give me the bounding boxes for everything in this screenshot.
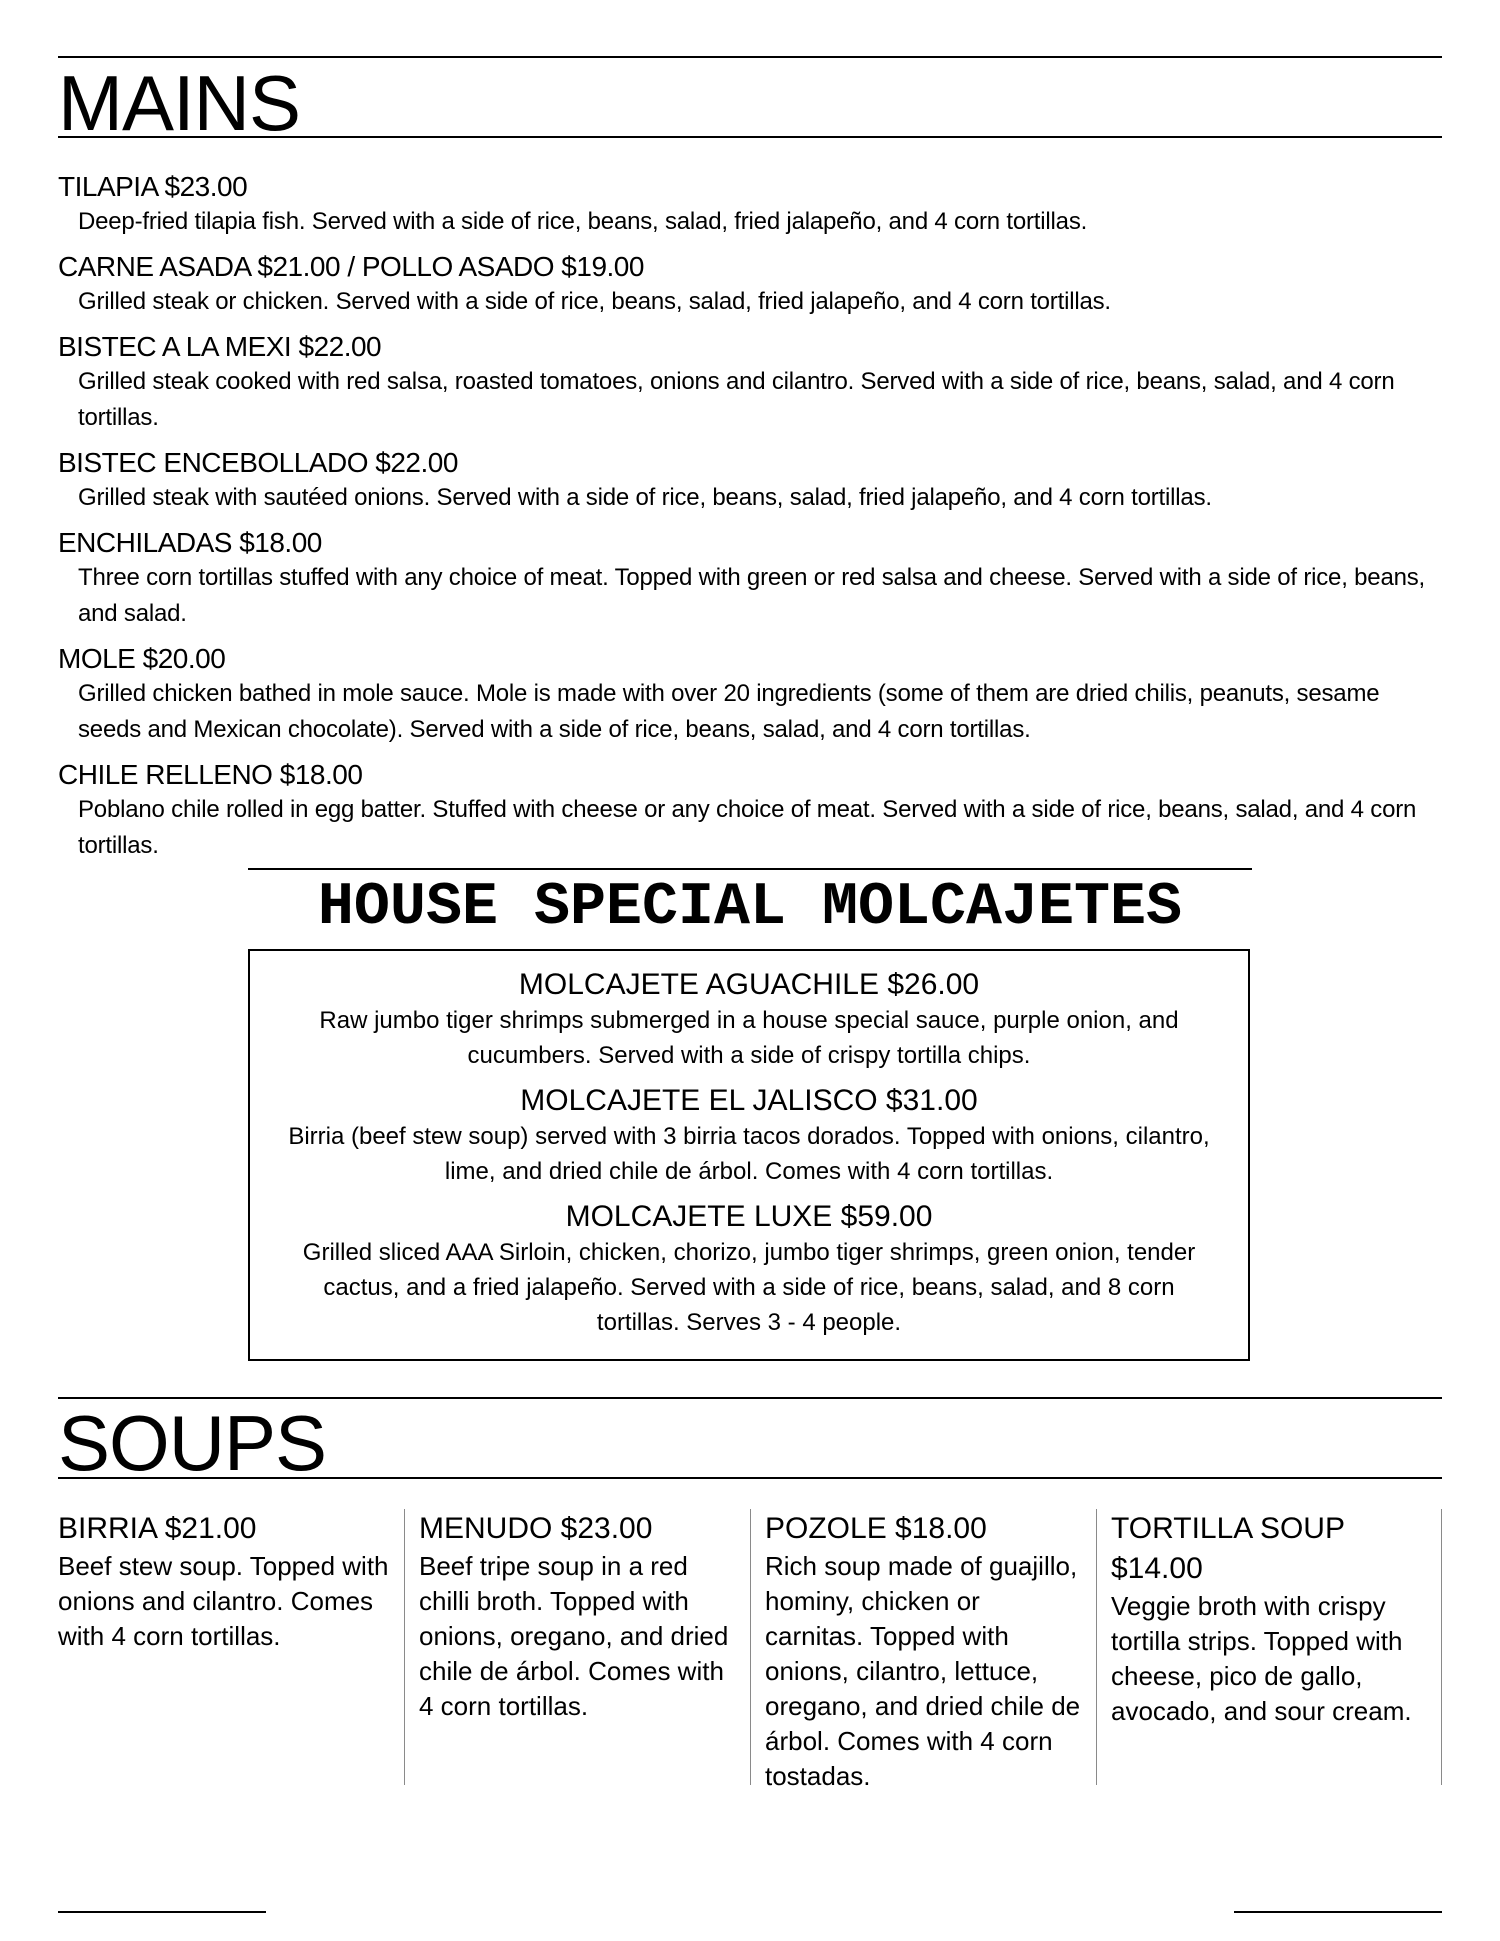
soups-grid <box>58 1509 1442 1791</box>
soup-item-pozole <box>750 1509 1096 1791</box>
menu-item-title: CARNE ASADA $21.00 / POLLO ASADO $19.00 <box>58 251 644 282</box>
menu-item-title: MOLCAJETE AGUACHILE $26.00 <box>518 968 980 1001</box>
house-special-title: HOUSE SPECIAL MOLCAJETES <box>317 874 1183 942</box>
footer-left-rule <box>58 1911 266 1913</box>
menu-item-description: Grilled steak with sautéed onions. Served with a side of rice, beans, salad, fried jalapeño, and 4 corn tortillas. <box>78 484 1212 511</box>
soup-item-menudo <box>404 1509 750 1785</box>
menu-item-title: MOLE $20.00 <box>58 643 226 674</box>
special-top-rule <box>248 868 1252 870</box>
menu-item-enchiladas <box>58 526 1448 632</box>
footer-right-rule <box>1234 1911 1442 1913</box>
mains-top-rule <box>58 56 1442 58</box>
mains-bottom-rule <box>58 136 1442 138</box>
menu-item-description: Raw jumbo tiger shrimps submerged in a house special sauce, purple onion, and cucumbers. Served with a side of crispy tortilla chips. <box>319 1007 1179 1069</box>
menu-item-bistec-a-la-mexi <box>58 330 1448 436</box>
soups-bottom-rule <box>58 1477 1442 1479</box>
menu-item-description: Deep-fried tilapia fish. Served with a side of rice, beans, salad, fried jalapeño, and 4 corn tortillas. <box>78 208 1088 235</box>
menu-item-chile-relleno <box>58 758 1448 864</box>
menu-item-title: MOLCAJETE EL JALISCO $31.00 <box>520 1084 978 1117</box>
menu-item-description: Grilled steak cooked with red salsa, roasted tomatoes, onions and cilantro. Served with a side of rice, beans, salad, and 4 corn tortillas. <box>78 368 1395 431</box>
menu-item-description: Veggie broth with crispy tortilla strips. Topped with cheese, pico de gallo, avocado, and sour cream. <box>1111 1591 1412 1726</box>
special-item-luxe <box>250 1199 1248 1340</box>
menu-item-description: Rich soup made of guajillo, hominy, chicken or carnitas. Topped with onions, cilantro, lettuce, oregano, and dried chile de árbol. Comes with 4 corn tostadas. <box>765 1551 1081 1791</box>
menu-item-description: Grilled sliced AAA Sirloin, chicken, chorizo, jumbo tiger shrimps, green onion, tender cactus, and a fried jalapeño. Served with a side of rice, beans, salad, and 8 corn tortillas. Serves 3 - 4 people. <box>302 1239 1196 1336</box>
special-item-el-jalisco <box>250 1083 1248 1189</box>
mains-title: MAINS <box>58 59 301 147</box>
menu-item-bistec-encebollado <box>58 446 1448 516</box>
menu-item-tilapia <box>58 170 1448 240</box>
menu-item-description: Birria (beef stew soup) served with 3 birria tacos dorados. Topped with onions, cilantro, lime, and dried chile de árbol. Comes with 4 corn tortillas. <box>288 1123 1210 1185</box>
menu-item-description: Beef stew soup. Topped with onions and cilantro. Comes with 4 corn tortillas. <box>58 1551 389 1651</box>
menu-item-title: POZOLE $18.00 <box>765 1512 987 1545</box>
menu-item-description: Beef tripe soup in a red chilli broth. Topped with onions, oregano, and dried chile de árbol. Comes with 4 corn tortillas. <box>419 1551 729 1721</box>
special-item-aguachile <box>250 967 1248 1073</box>
menu-item-description: Poblano chile rolled in egg batter. Stuffed with cheese or any choice of meat. Served with a side of rice, beans, salad, and 4 corn tortillas. <box>78 796 1417 859</box>
menu-item-title: MOLCAJETE LUXE $59.00 <box>565 1200 933 1233</box>
menu-item-title: BISTEC A LA MEXI $22.00 <box>58 331 382 362</box>
menu-item-title: BISTEC ENCEBOLLADO $22.00 <box>58 447 458 478</box>
soup-item-tortilla-soup <box>1096 1509 1442 1785</box>
mains-list <box>58 170 1448 874</box>
soup-item-birria <box>58 1509 404 1785</box>
menu-item-mole <box>58 642 1448 748</box>
menu-item-title: MENUDO $23.00 <box>419 1512 653 1545</box>
menu-item-description: Three corn tortillas stuffed with any choice of meat. Topped with green or red salsa and cheese. Served with a side of rice, beans, and salad. <box>78 564 1426 627</box>
menu-item-title: ENCHILADAS $18.00 <box>58 527 322 558</box>
menu-item-description: Grilled chicken bathed in mole sauce. Mole is made with over 20 ingredients (some of them are dried chilis, peanuts, sesame seeds and Mexican chocolate). Served with a side of rice, beans, salad, and 4 corn tortillas. <box>78 680 1380 743</box>
menu-item-title: BIRRIA $21.00 <box>58 1512 257 1545</box>
house-special-box <box>248 949 1250 1361</box>
menu-item-description: Grilled steak or chicken. Served with a side of rice, beans, salad, fried jalapeño, and 4 corn tortillas. <box>78 288 1111 315</box>
menu-item-title: TORTILLA SOUP $14.00 <box>1111 1512 1345 1585</box>
menu-item-title: TILAPIA $23.00 <box>58 171 248 202</box>
soups-title: SOUPS <box>58 1399 327 1487</box>
menu-item-title: CHILE RELLENO $18.00 <box>58 759 363 790</box>
menu-item-carne-asada <box>58 250 1448 320</box>
